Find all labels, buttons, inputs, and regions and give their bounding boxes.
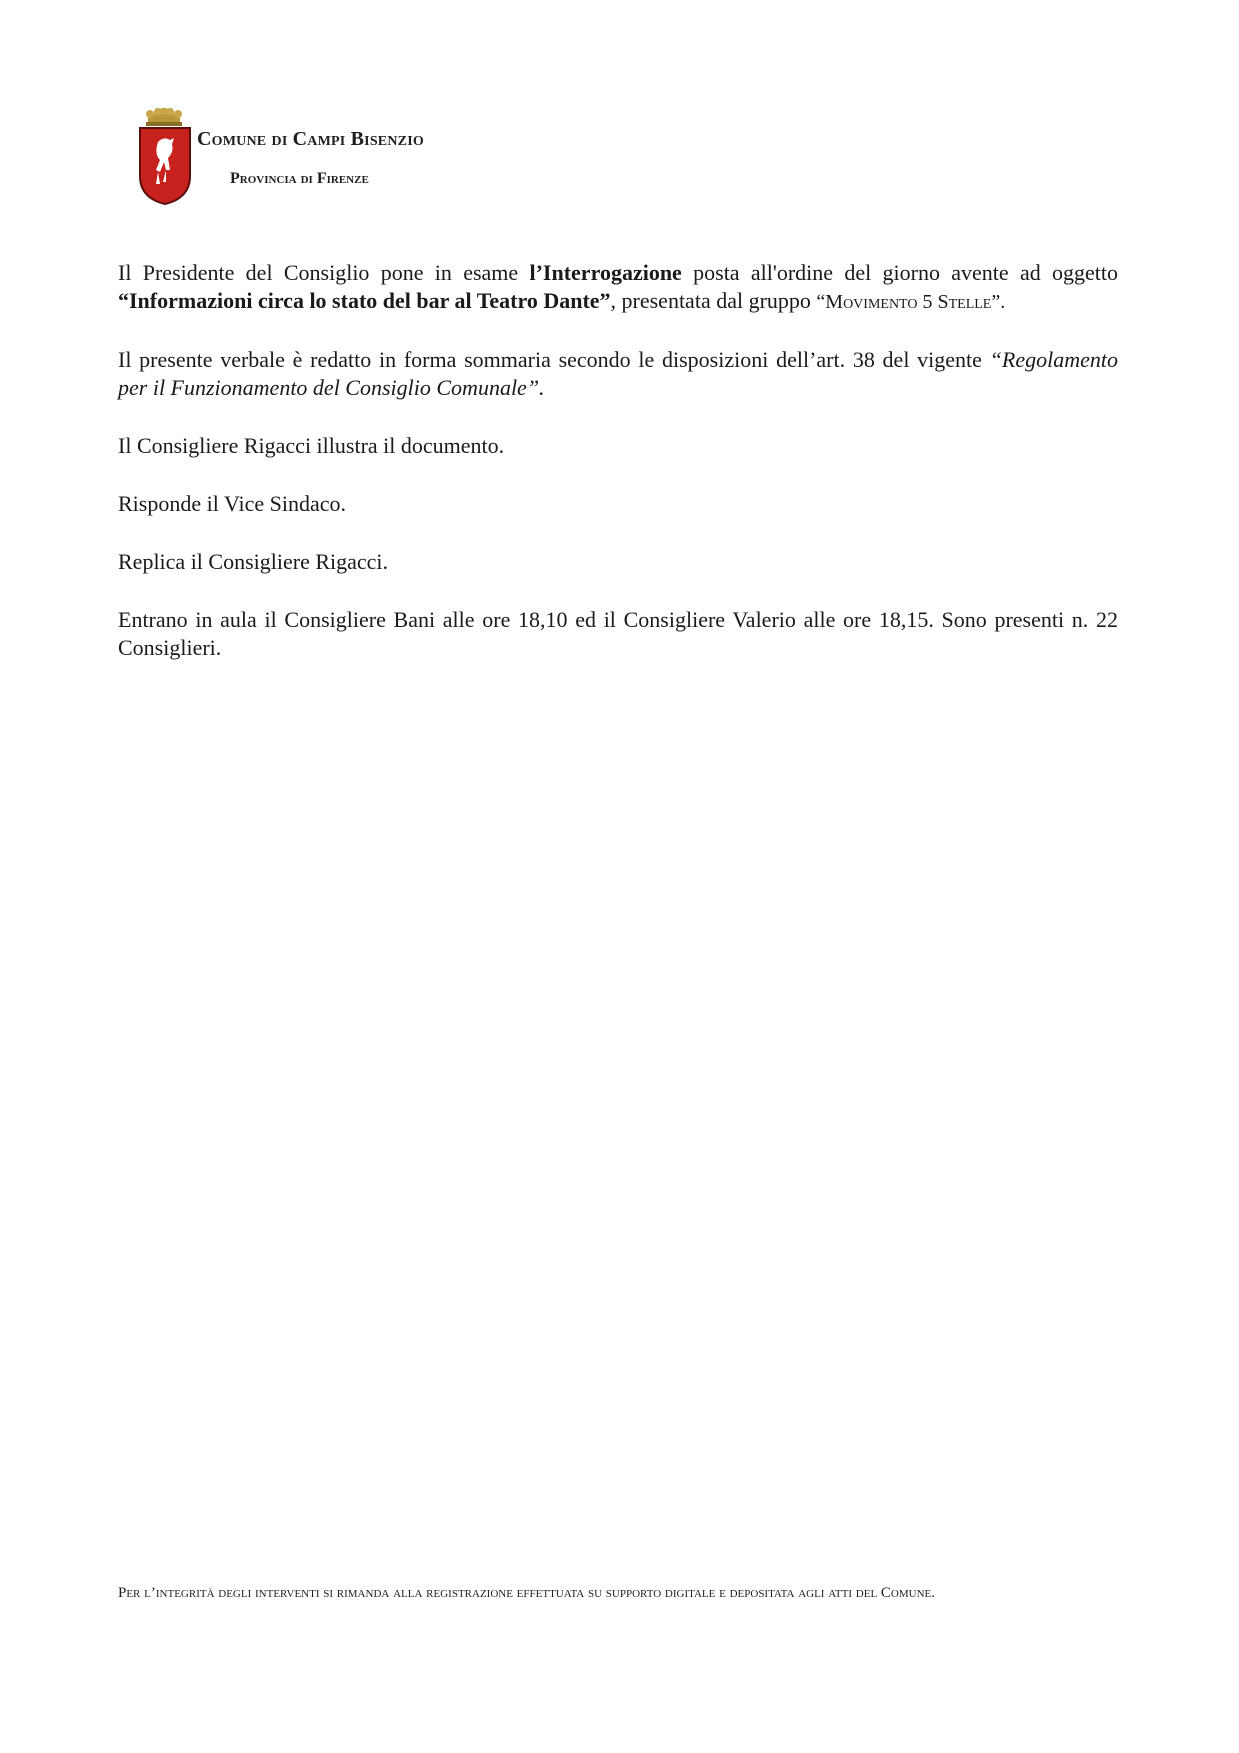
- paragraph-text: Il Presidente del Consiglio pone in esame: [118, 260, 530, 285]
- organization-name: Comune di Campi Bisenzio: [197, 128, 424, 150]
- paragraph-response: Risponde il Vice Sindaco.: [118, 491, 347, 516]
- paragraph-attendance: Entrano in aula il Consigliere Bani alle ore 18,10 ed il Consigliere Valerio alle ore 18,15. Sono presenti n. 22 Consiglieri.: [118, 607, 1118, 660]
- paragraph-text: posta all'ordine del giorno avente ad oggetto: [681, 260, 1119, 285]
- regulation-title: “Regolamento per il Funzionamento del Consiglio Comunale”.: [118, 347, 1118, 400]
- paragraph-reply: Replica il Consigliere Rigacci.: [118, 549, 389, 574]
- document-body: [118, 259, 1118, 692]
- paragraph-text: , presentata dal gruppo: [610, 288, 817, 313]
- paragraph-interrogation: [118, 259, 1118, 316]
- paragraph-minutes-note: [118, 346, 1118, 402]
- interrogation-subject: “Informazioni circa lo stato del bar al Teatro Dante”: [118, 288, 611, 313]
- organization-province: Provincia di Firenze: [230, 170, 369, 187]
- coat-of-arms-icon: [136, 108, 194, 206]
- letterhead: [136, 108, 616, 208]
- interrogation-label: l’Interrogazione: [529, 260, 682, 285]
- footer-note: Per l’integrità degli interventi si rimanda alla registrazione effettuata su supporto digitale e depositata agli atti del Comune.: [118, 1585, 936, 1601]
- paragraph-text: Il presente verbale è redatto in forma sommaria secondo le disposizioni dell’art. 38 del vigente: [118, 347, 990, 372]
- paragraph-illustration: Il Consigliere Rigacci illustra il documento.: [118, 433, 505, 458]
- group-name: “Movimento 5 Stelle”.: [816, 291, 1006, 313]
